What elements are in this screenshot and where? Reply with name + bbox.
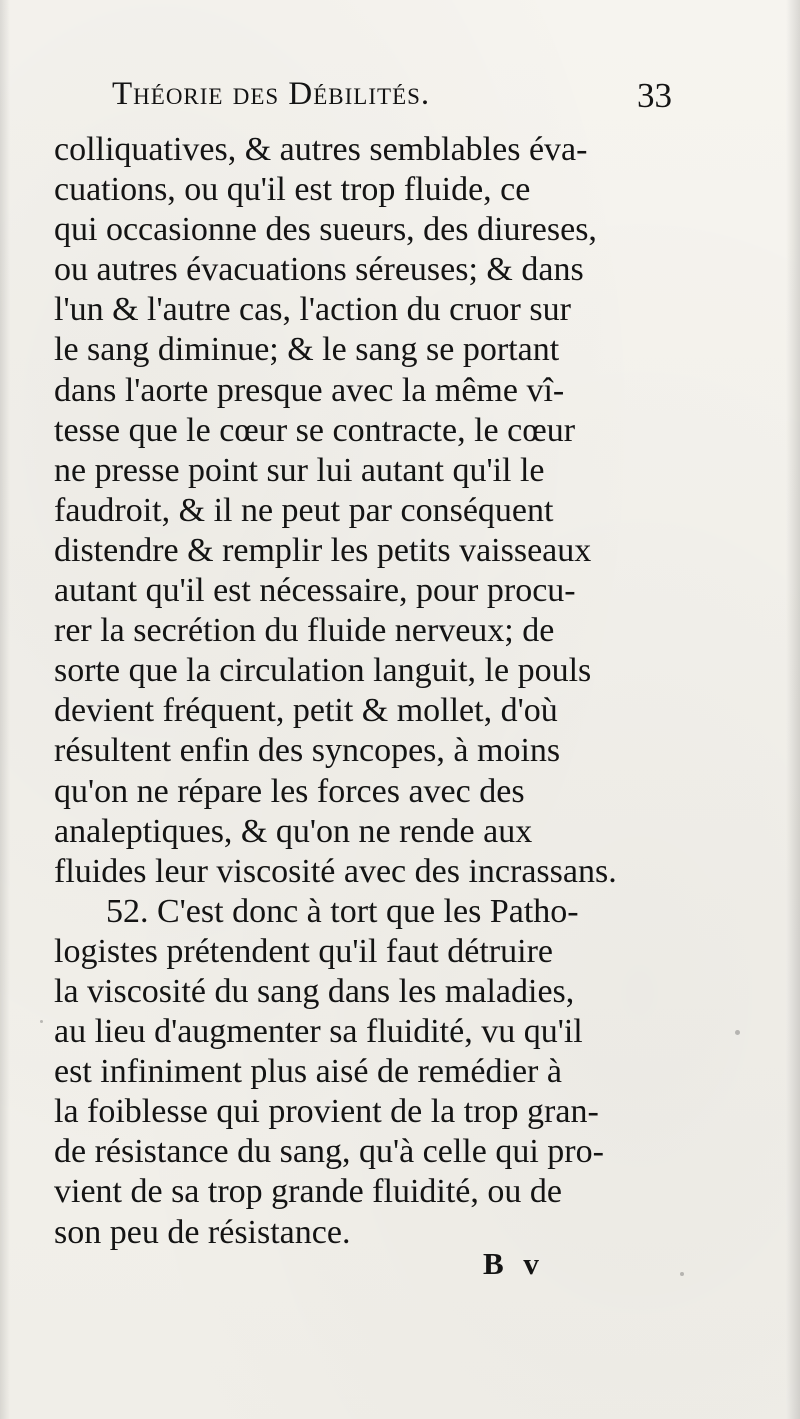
page-right-edge-shadow	[786, 0, 800, 1419]
text-line: ne presse point sur lui autant qu'il le	[54, 451, 545, 489]
text-line: rer la secrétion du fluide nerveux; de	[54, 612, 555, 650]
text-line: la foiblesse qui provient de la trop gran-	[54, 1093, 599, 1131]
text-line: l'un & l'autre cas, l'action du cruor sur	[54, 291, 571, 329]
text-line: fluides leur viscosité avec des incrassans.	[54, 852, 617, 890]
paper-speck	[40, 1020, 43, 1023]
text-line: autant qu'il est nécessaire, pour procu-	[54, 572, 576, 610]
text-line: la viscosité du sang dans les maladies,	[54, 972, 575, 1010]
text-line: distendre & remplir les petits vaisseaux	[54, 531, 592, 569]
paragraph-start-line: 52. C'est donc à tort que les Patho-	[106, 892, 579, 930]
paper-speck	[680, 1272, 684, 1276]
text-line: ou autres évacuations séreuses; & dans	[54, 251, 584, 289]
text-line: analeptiques, & qu'on ne rende aux	[54, 812, 533, 850]
text-line: colliquatives, & autres semblables éva-	[54, 131, 588, 168]
main-text	[54, 130, 674, 1253]
text-line: est infiniment plus aisé de remédier à	[54, 1053, 562, 1091]
text-line: de résistance du sang, qu'à celle qui pro-	[54, 1133, 604, 1171]
page-left-edge-shadow	[0, 0, 10, 1419]
text-line: tesse que le cœur se contracte, le cœur	[54, 411, 576, 449]
text-line: logistes prétendent qu'il faut détruire	[54, 932, 553, 970]
page-number: 33	[637, 76, 672, 115]
text-line: son peu de résistance.	[54, 1213, 351, 1251]
running-title: Théorie des Débilités.	[112, 76, 431, 112]
text-line: sorte que la circulation languit, le pouls	[54, 652, 592, 690]
text-line: dans l'aorte presque avec la même vî-	[54, 371, 565, 409]
text-line: le sang diminue; & le sang se portant	[54, 331, 560, 369]
paper-speck	[735, 1030, 740, 1035]
text-line: résultent enfin des syncopes, à moins	[54, 732, 561, 770]
text-line: faudroit, & il ne peut par conséquent	[54, 491, 554, 529]
signature-mark: B v	[483, 1246, 545, 1281]
text-line: qu'on ne répare les forces avec des	[54, 772, 525, 810]
text-line: qui occasionne des sueurs, des diureses,	[54, 211, 597, 249]
text-line: vient de sa trop grande fluidité, ou de	[54, 1173, 562, 1211]
text-line: au lieu d'augmenter sa fluidité, vu qu'il	[54, 1013, 583, 1051]
text-line: cuations, ou qu'il est trop fluide, ce	[54, 171, 531, 209]
text-line: devient fréquent, petit & mollet, d'où	[54, 692, 558, 730]
page-header	[112, 76, 672, 124]
